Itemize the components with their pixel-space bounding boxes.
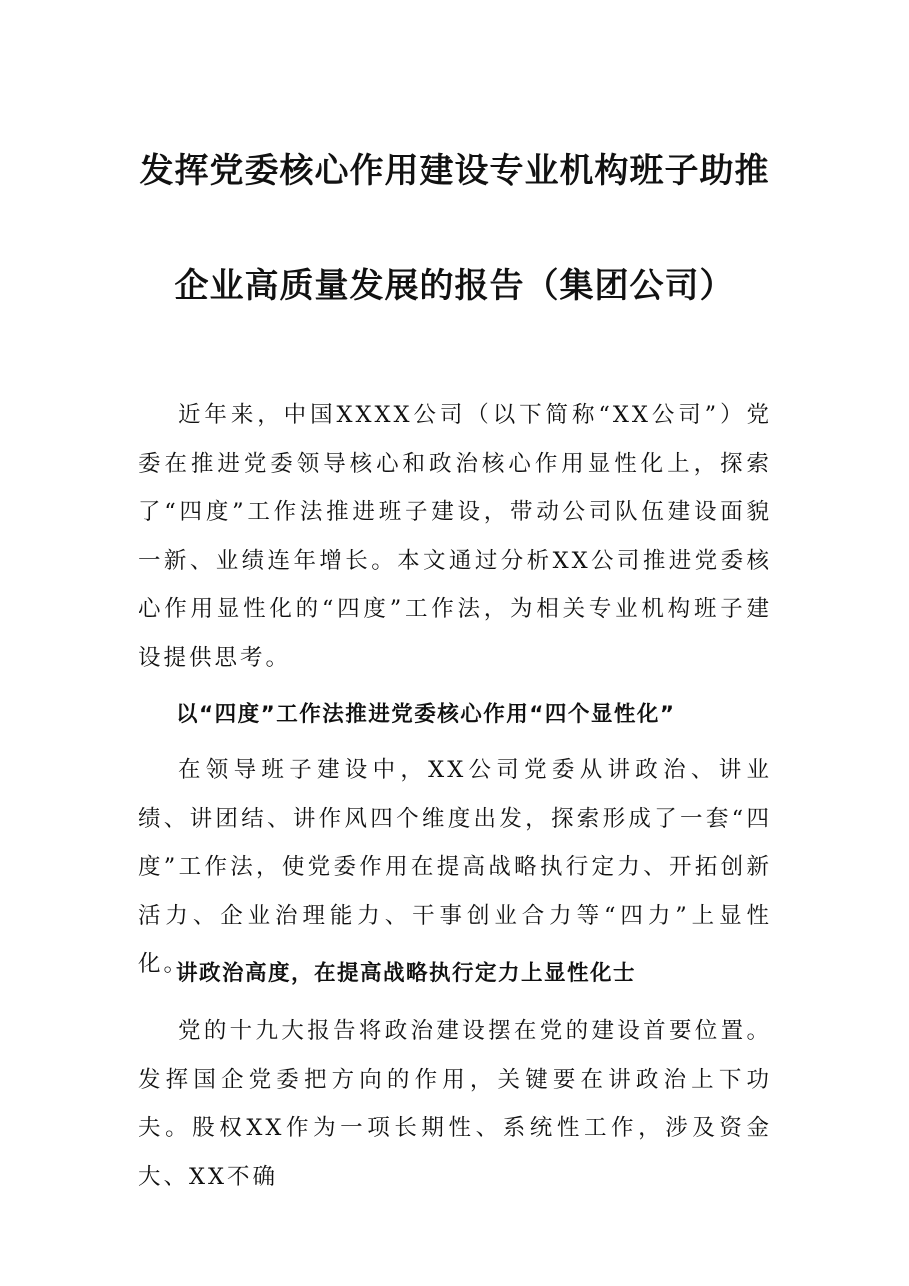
document-title-line-2: 企业高质量发展的报告（集团公司） — [174, 266, 735, 306]
paragraph-leadership-building: 在领导班子建设中，XX公司党委从讲政治、讲业绩、讲团结、讲作风四个维度出发，探索形成了一套“四度”工作法，使党委作用在提高战略执行定力、开拓创新活力、企业治理能力、干事创业合力等“四力”上显性化。 — [138, 757, 772, 978]
paragraph-party-congress: 党的十九大报告将政治建设摆在党的建设首要位置。发挥国企党委把方向的作用，关键要在讲政治上下功夫。股权XX作为一项长期性、系统性工作，涉及资金大、XX不确 — [138, 1018, 772, 1190]
paragraph-intro: 近年来，中国XXXX公司（以下简称“XX公司”）党委在推进党委领导核心和政治核心作用显性化上，探索了“四度”工作法推进班子建设，带动公司队伍建设面貌一新、业绩连年增长。本文通过分析XX公司推进党委核心作用显性化的“四度”工作法，为相关专业机构班子建设提供思考。 — [138, 402, 772, 671]
section-heading-four-dimensions: 以“四度”工作法推进党委核心作用“四个显性化” — [176, 702, 676, 727]
section-heading-political-height: 讲政治高度，在提高战略执行定力上显性化士 — [176, 961, 637, 986]
document-title-line-1: 发挥党委核心作用建设专业机构班子助推 — [139, 151, 770, 191]
